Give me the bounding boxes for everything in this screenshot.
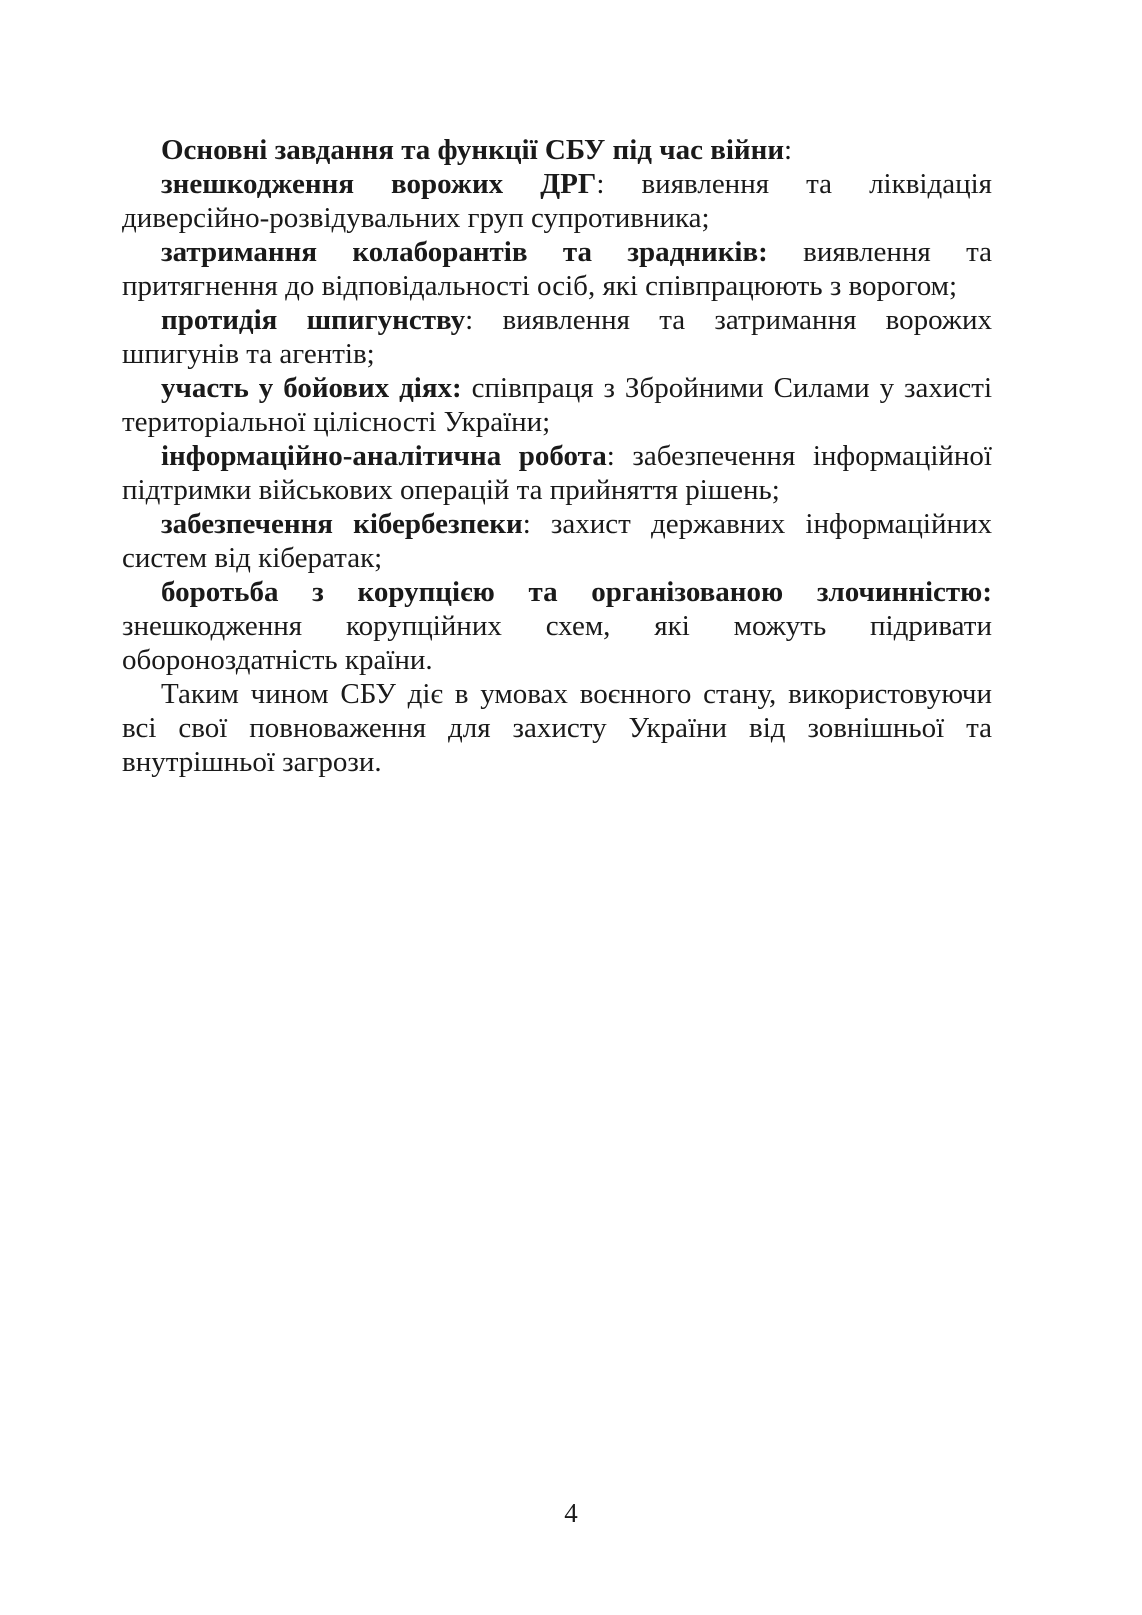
task-term: затримання колаборантів та зрадників: (161, 236, 768, 268)
task-item-5 (122, 439, 992, 507)
task-description: забезпечення інформаційної підтримки військових операцій та прийняття рішень; (122, 440, 992, 506)
task-item-7 (122, 575, 992, 677)
task-item-2 (122, 235, 992, 303)
page-content (122, 133, 992, 779)
task-separator: : (606, 440, 615, 472)
task-separator: : (596, 168, 605, 200)
task-item-4 (122, 371, 992, 439)
task-item-6 (122, 507, 992, 575)
intro-heading: Основні завдання та функції СБУ під час війни (161, 134, 785, 166)
task-term: протидія шпигунству (161, 304, 466, 336)
task-term: участь у бойових діях: (161, 372, 462, 404)
task-item-3 (122, 303, 992, 371)
task-description: знешкодження корупційних схем, які можуть підривати обороноздатність країни. (122, 610, 992, 676)
intro-paragraph (122, 133, 992, 167)
task-term: боротьба з корупцією та організованою злочинністю: (161, 576, 992, 608)
task-separator: : (522, 508, 531, 540)
task-item-1 (122, 167, 992, 235)
task-description: співпраця з Збройними Силами у захисті територіальної цілісності України; (122, 372, 993, 438)
task-term: забезпечення кібербезпеки (161, 508, 523, 540)
conclusion-paragraph: Таким чином СБУ діє в умовах воєнного стану, використовуючи всі свої повноваження для захисту України від зовнішньої та внутрішньої загрози. (122, 678, 992, 778)
page-number: 4 (564, 1498, 578, 1528)
task-separator: : (465, 304, 474, 336)
task-description: захист державних інформаційних систем від кібератак; (122, 508, 993, 574)
task-term: знешкодження ворожих ДРГ (161, 168, 597, 200)
intro-colon: : (784, 134, 793, 166)
task-term: інформаційно-аналітична робота (161, 440, 607, 472)
task-description: виявлення та притягнення до відповідальності осіб, які співпрацюють з ворогом; (122, 236, 992, 302)
task-description: виявлення та затримання ворожих шпигунів та агентів; (122, 304, 992, 370)
task-description: виявлення та ліквідація диверсійно-розвідувальних груп супротивника; (122, 168, 992, 234)
